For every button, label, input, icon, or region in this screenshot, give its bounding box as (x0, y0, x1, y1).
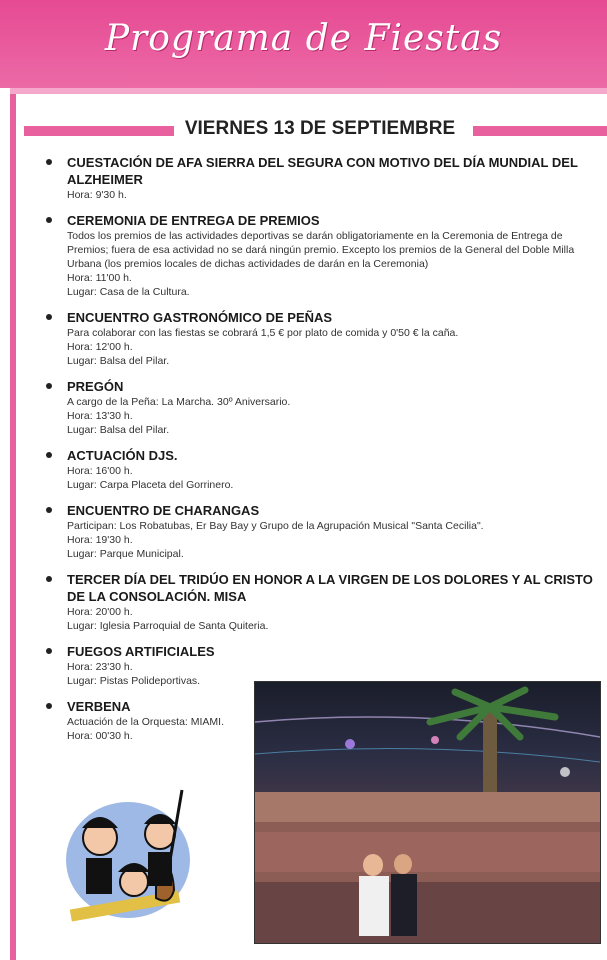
event-detail: Hora: 23'30 h. (67, 661, 133, 673)
event-item (46, 698, 246, 743)
bullet-icon (46, 452, 52, 458)
event-detail: Todos los premios de las actividades deportivas se darán obligatoriamente en la Ceremonia de Entrega de Premios; fuera de esa actividad no se dará ningún premio. Excepto los premios de la General del Doble Milla Urbana (los premios locales de dichas actividades de darán en la Ceremonia) (67, 230, 575, 270)
header-underline (10, 88, 607, 94)
event-item (46, 502, 594, 561)
event-detail: Lugar: Pistas Polideportivas. (67, 675, 201, 687)
event-detail: Lugar: Carpa Placeta del Gorrinero. (67, 479, 234, 491)
event-detail: Hora: 11'00 h. (67, 272, 132, 284)
event-item (46, 571, 594, 633)
event-title: ENCUENTRO DE CHARANGAS (67, 503, 260, 518)
divider (473, 126, 607, 136)
header-banner (0, 0, 607, 88)
event-title: PREGÓN (67, 379, 124, 394)
bullet-icon (46, 383, 52, 389)
bullet-icon (46, 159, 52, 165)
event-detail: Hora: 9'30 h. (67, 189, 127, 201)
stage-lights-image (255, 717, 600, 777)
event-list (46, 154, 594, 753)
event-title: ENCUENTRO GASTRONÓMICO DE PEÑAS (67, 310, 333, 325)
event-detail: Hora: 00'30 h. (67, 730, 133, 742)
event-detail: Actuación de la Orquesta: MIAMI. (67, 716, 224, 728)
event-detail: Para colaborar con las fiestas se cobrará 1,5 € por plato de comida y 0'50 € la caña. (67, 327, 459, 339)
event-detail: A cargo de la Peña: La Marcha. 30º Aniversario. (67, 396, 291, 408)
event-title: CUESTACIÓN DE AFA SIERRA DEL SEGURA CON MOTIVO DEL DÍA MUNDIAL DEL ALZHEIMER (67, 155, 578, 187)
event-detail: Lugar: Balsa del Pilar. (67, 424, 170, 436)
event-item (46, 309, 594, 368)
bullet-icon (46, 576, 52, 582)
event-title: CEREMONIA DE ENTREGA DE PREMIOS (67, 213, 320, 228)
crowd-photo (254, 681, 601, 944)
event-item (46, 447, 594, 492)
bullet-icon (46, 703, 52, 709)
event-detail: Participan: Los Robatubas, Er Bay Bay y Grupo de la Agrupación Musical "Santa Cecilia". (67, 520, 484, 532)
event-item (46, 643, 246, 688)
day-title: VIERNES 13 DE SEPTIEMBRE (184, 118, 456, 139)
event-detail: Hora: 12'00 h. (67, 341, 133, 353)
event-item (46, 378, 594, 437)
page-title: Programa de Fiestas (104, 18, 503, 59)
event-detail: Lugar: Casa de la Cultura. (67, 286, 190, 298)
bullet-icon (46, 507, 52, 513)
event-item (46, 154, 594, 202)
bullet-icon (46, 314, 52, 320)
event-detail: Lugar: Parque Municipal. (67, 548, 184, 560)
event-title: ACTUACIÓN DJS. (67, 448, 178, 463)
day-heading (10, 118, 607, 146)
bullet-icon (46, 648, 52, 654)
bullet-icon (46, 217, 52, 223)
crowd-image (255, 792, 600, 943)
event-title: FUEGOS ARTIFICIALES (67, 644, 215, 659)
event-detail: Hora: 16'00 h. (67, 465, 133, 477)
event-detail: Hora: 20'00 h. (67, 606, 133, 618)
event-detail: Lugar: Balsa del Pilar. (67, 355, 170, 367)
event-title: VERBENA (67, 699, 131, 714)
event-detail: Hora: 13'30 h. (67, 410, 133, 422)
event-detail: Lugar: Iglesia Parroquial de Santa Quiteria. (67, 620, 269, 632)
event-item (46, 212, 594, 299)
divider (24, 126, 174, 136)
event-detail: Hora: 19'30 h. (67, 534, 133, 546)
event-title: TERCER DÍA DEL TRIDÚO EN HONOR A LA VIRGEN DE LOS DOLORES Y AL CRISTO DE LA CONSOLACIÓN. MISA (67, 572, 593, 604)
musicians-cartoon-image (60, 780, 200, 930)
